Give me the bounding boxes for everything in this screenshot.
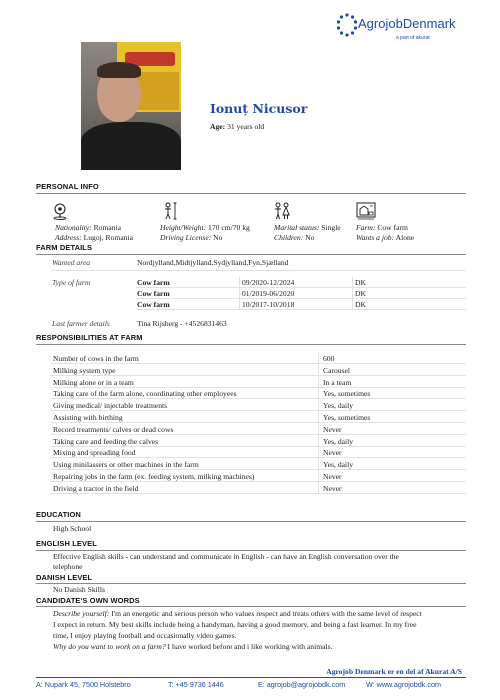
footer-address: A: Nupark 45, 7500 Holstebro [36, 680, 131, 689]
responsibility-task: Milking system type [53, 365, 116, 375]
footer-company: Agrojob Denmark er en del af Akurat A/S [326, 667, 462, 676]
describe-line-1: Describe yourself: I'm an energetic and serious person who values respect and treats others with the same level of respect [53, 609, 422, 618]
candidate-age [210, 122, 264, 131]
responsibility-value: In a team [323, 377, 352, 387]
section-heading-danish: DANISH LEVEL [36, 573, 93, 582]
column-divider [318, 470, 319, 482]
wants-job-line: Wants a job: Alone [356, 233, 415, 242]
responsibility-row [50, 423, 466, 435]
couple-icon [272, 202, 292, 220]
footer-web[interactable]: W: www.agrojobdk.com [366, 680, 441, 689]
location-pin-icon [50, 202, 70, 220]
column-divider [318, 411, 319, 423]
responsibility-task: Number of cows in the farm [53, 354, 139, 363]
responsibility-value: Yes, daily [323, 436, 354, 446]
footer-email[interactable]: E: agrojob@agrojobdk.com [258, 680, 346, 689]
brand-name-part-a: Agrojob [358, 16, 403, 31]
logo-star-icon [336, 12, 358, 38]
section-rule [36, 193, 466, 194]
responsibility-value: Yes, daily [323, 401, 354, 411]
responsibility-value: Carousel [323, 365, 350, 375]
column-divider [318, 458, 319, 470]
last-farmer-label: Last farmer details [52, 319, 110, 328]
footer-rule [36, 677, 466, 678]
section-heading-farm-details: FARM DETAILS [36, 243, 93, 252]
column-divider [318, 387, 319, 399]
age-value: 31 years old [227, 122, 265, 131]
responsibility-value: Yes, sometimes [323, 413, 371, 422]
responsibility-value: Yes, sometimes [323, 389, 371, 399]
responsibility-task: Giving medical/ injectable treatments [53, 401, 168, 411]
column-divider [318, 423, 319, 435]
candidate-name: Ionuț Nicusor [210, 101, 308, 116]
address-line: Address: Lugoj, Romania [55, 233, 133, 242]
responsibility-task: Assisting with birthing [53, 413, 123, 422]
photo-hair [97, 62, 141, 78]
section-heading-responsibilities: RESPONSIBILITIES AT FARM [36, 333, 143, 342]
english-line-2: telephone [53, 562, 83, 571]
section-heading-education: EDUCATION [36, 510, 81, 519]
brand-tagline: a part of akurat [396, 35, 430, 41]
education-value: High School [53, 524, 92, 533]
section-rule [36, 254, 466, 255]
english-line-1: Effective English skills - can understand and communicate in English - can have an English conversation over the [53, 552, 399, 561]
responsibility-value: Never [323, 472, 342, 481]
license-line: Driving License: No [160, 233, 223, 242]
responsibility-row [50, 376, 466, 388]
children-line: Children: No [274, 233, 315, 242]
responsibility-task: Using minilassers or other machines in the farm [53, 460, 199, 470]
section-rule [36, 521, 466, 522]
responsibility-value: Never [323, 448, 342, 458]
type-of-farm-label: Type of farm [52, 278, 91, 287]
farm-row: Cow farm 10/2017-10/2018 DK [136, 299, 466, 310]
last-farmer-value: Tina Rijsberg - +4526831463 [137, 319, 227, 328]
responsibility-task: Repairing jobs in the farm (ex. feeding system, milking machines) [53, 472, 255, 481]
section-rule [36, 550, 466, 551]
marital-line: Marital status: Single [274, 223, 341, 232]
farm-table [136, 277, 466, 313]
responsibility-task: Mixing and spreading food [53, 448, 136, 458]
responsibility-value: Never [323, 483, 342, 493]
responsibility-task: Taking care and feeding the calves [53, 436, 159, 446]
danish-value: No Danish Skills [53, 585, 105, 594]
column-divider [318, 376, 319, 388]
person-height-icon [160, 202, 180, 220]
wanted-area-value: Nordjylland,Midtjylland,Sydjylland,Fyn,Sjælland [137, 258, 289, 267]
column-divider [318, 352, 319, 364]
column-divider [318, 435, 319, 447]
wanted-area-label: Wanted area [52, 258, 91, 267]
section-rule [36, 344, 466, 345]
responsibility-task: Milking alone or in a team [53, 377, 134, 387]
section-heading-personal-info: PERSONAL INFO [36, 182, 99, 191]
divider [50, 270, 466, 271]
section-heading-own-words: CANDIDATE'S OWN WORDS [36, 596, 140, 605]
responsibility-row [50, 458, 466, 470]
responsibility-row [50, 352, 466, 364]
column-divider [318, 399, 319, 411]
responsibility-task: Taking care of the farm alone, coordinating other employees [53, 389, 237, 399]
responsibility-value: 600 [323, 354, 335, 363]
farm-row: Cow farm 01/2019-06/2020 DK [136, 288, 466, 299]
describe-line-2: I expect in return. My best skills include being a handyman, having a good memory, and being a fast learner. In my free [53, 620, 417, 629]
age-label: Age: [210, 122, 226, 131]
brand-name-part-b: Denmark [402, 16, 456, 31]
responsibility-row [50, 446, 466, 458]
responsibility-task: Record treatments/ calves or dead cows [53, 424, 174, 434]
farm-row: Cow farm 09/2020-12/2024 DK [136, 277, 466, 288]
nationality-line: Nationality: Romania [55, 223, 122, 232]
responsibility-row [50, 411, 466, 423]
section-rule [36, 606, 466, 607]
column-divider [318, 364, 319, 376]
describe-line-3: time, I enjoy playing football and occasionally video games. [53, 631, 237, 640]
section-heading-english: ENGLISH LEVEL [36, 539, 97, 548]
responsibility-row [50, 470, 466, 482]
responsibility-row [50, 387, 466, 399]
farm-icon [356, 202, 376, 220]
column-divider [318, 482, 319, 494]
responsibility-row [50, 482, 466, 494]
responsibility-value: Never [323, 424, 342, 434]
responsibility-value: Yes, daily [323, 460, 354, 470]
farm-line: Farm: Cow farm [356, 223, 408, 232]
brand-logo [336, 8, 466, 50]
why-line: Why do you want to work on a farm? I have worked before and i like working with animals. [53, 642, 333, 651]
responsibility-row [50, 399, 466, 411]
footer-phone: T: +45 9736 1446 [168, 680, 224, 689]
responsibility-task: Driving a tractor in the field [53, 483, 139, 493]
responsibility-row [50, 364, 466, 376]
height-line: Height/Weight: 170 cm/70 kg [160, 223, 250, 232]
candidate-photo [81, 42, 181, 170]
column-divider [318, 446, 319, 458]
photo-body [81, 122, 181, 170]
responsibility-row [50, 435, 466, 447]
section-rule [36, 583, 466, 584]
